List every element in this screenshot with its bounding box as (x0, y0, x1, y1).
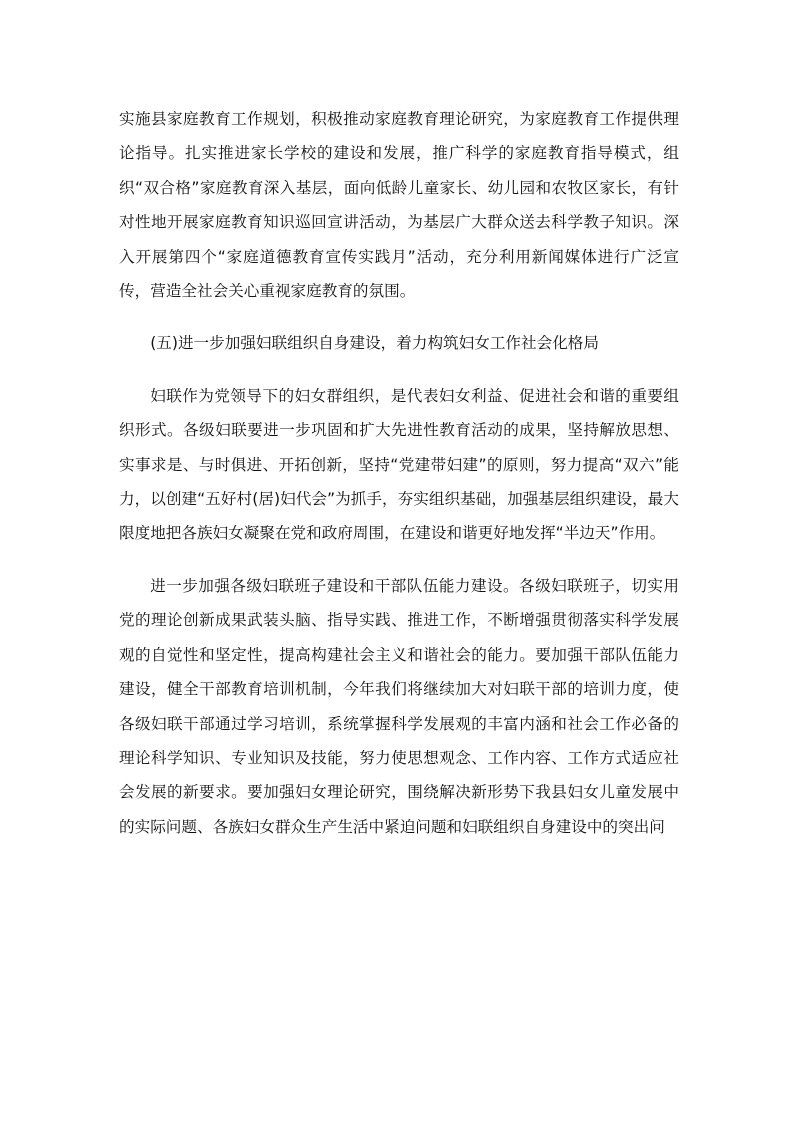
paragraph-family-education: 实施县家庭教育工作规划，积极推动家庭教育理论研究，为家庭教育工作提供理论指导。扎实推进家长学校的建设和发展，推广科学的家庭教育指导模式，组织“双合格”家庭教育深入基层，面向低龄儿童家长、幼儿园和农牧区家长，有针对性地开展家庭教育知识巡回宣讲活动，为基层广大群众送去科学教子知识。深入开展第四个“家庭道德教育宣传实践月”活动，充分利用新闻媒体进行广泛宣传，营造全社会关心重视家庭教育的氛围。 (119, 110, 679, 301)
section-heading-five: (五)进一步加强妇联组织自身建设，着力构筑妇女工作社会化格局 (150, 334, 599, 353)
paragraph-gap (119, 308, 679, 326)
paragraph-gap (119, 551, 679, 569)
paragraph-womens-federation-role: 妇联作为党领导下的妇女群组织，是代表妇女利益、促进社会和谐的重要组织形式。各级妇联要进一步巩固和扩大先进性教育活动的成果，坚持解放思想、实事求是、与时俱进、开拓创新，坚持“党建带妇建”的原则，努力提高“双六”能力，以创建“五好村(居)妇代会”为抓手，夯实组织基础，加强基层组织建设，最大限度地把各族妇女凝聚在党和政府周围，在建设和谐更好地发挥“半边天”作用。 (119, 386, 679, 543)
document-body (119, 102, 679, 844)
paragraph-gap (119, 361, 679, 379)
paragraph-cadre-capacity-building: 进一步加强各级妇联班子建设和干部队伍能力建设。各级妇联班子，切实用党的理论创新成果武装头脑、指导实践、推进工作，不断增强贯彻落实科学发展观的自觉性和坚定性，提高构建社会主义和谐社会的能力。要加强干部队伍能力建设，健全干部教育培训机制，今年我们将继续加大对妇联干部的培训力度，使各级妇联干部通过学习培训，系统掌握科学发展观的丰富内涵和社会工作必备的理论科学知识、专业知识及技能，努力使思想观念、工作内容、工作方式适应社会发展的新要求。要加强妇女理论研究，围绕解决新形势下我县妇女儿童发展中的实际问题、各族妇女群众生产生活中紧迫问题和妇联组织自身建设中的突出问 (119, 576, 679, 836)
